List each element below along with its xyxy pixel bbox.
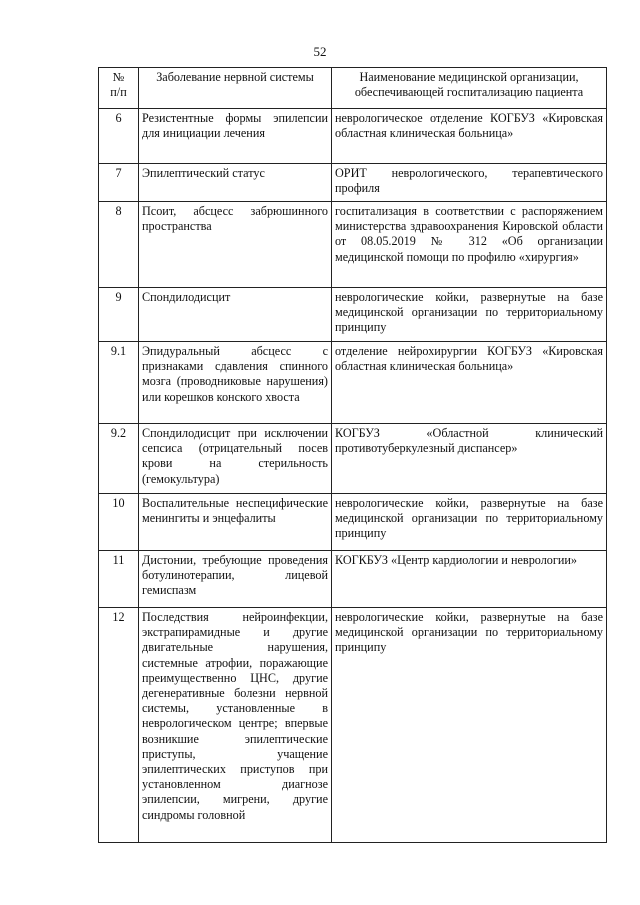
table-row	[99, 424, 607, 494]
row-number: 10	[99, 494, 139, 551]
row-number: 9.1	[99, 342, 139, 424]
row-disease: Псоит, абсцесс забрюшинного пространства	[139, 202, 332, 288]
header-organization-line: Наименование медицинской организации,	[359, 70, 579, 84]
row-organization: отделение нейрохирургии КОГБУЗ «Кировская областная клиническая больница»	[332, 342, 607, 424]
row-disease: Спондилодисцит при исключении сепсиса (отрицательный посев крови на стерильность (гемокультура)	[139, 424, 332, 494]
row-number: 9.2	[99, 424, 139, 494]
table-row	[99, 494, 607, 551]
row-disease: Воспалительные неспецифические менингиты и энцефалиты	[139, 494, 332, 551]
header-num-line: п/п	[110, 85, 127, 100]
table-row	[99, 551, 607, 608]
row-number: 6	[99, 109, 139, 164]
row-disease: Эпилептический статус	[139, 164, 332, 202]
row-disease: Дистонии, требующие проведения ботулинотерапии, лицевой гемиспазм	[139, 551, 332, 608]
row-number: 9	[99, 288, 139, 342]
row-disease: Резистентные формы эпилепсии для инициации лечения	[139, 109, 332, 164]
row-organization: КОГКБУЗ «Центр кардиологии и неврологии»	[332, 551, 607, 608]
row-organization: неврологические койки, развернутые на базе медицинской организации по территориальному принципу	[332, 288, 607, 342]
row-number: 12	[99, 608, 139, 843]
table-row	[99, 288, 607, 342]
table-row	[99, 164, 607, 202]
row-number: 7	[99, 164, 139, 202]
header-disease: Заболевание нервной системы	[139, 68, 332, 109]
row-organization: ОРИТ неврологического, терапевтического профиля	[332, 164, 607, 202]
row-organization: КОГБУЗ «Областной клинический противотуберкулезный диспансер»	[332, 424, 607, 494]
row-organization: неврологические койки, развернутые на базе медицинской организации по территориальному принципу	[332, 494, 607, 551]
row-disease: Спондилодисцит	[139, 288, 332, 342]
table-header-row	[99, 68, 607, 109]
header-organization-line: обеспечивающей госпитализацию пациента	[354, 85, 584, 100]
row-disease: Последствия нейроинфекции, экстрапирамидные и другие двигательные нарушения, системные атрофии, поражающие преимущественно ЦНС, другие дегенеративные болезни нервной системы, установленные в неврологическом центре; впервые возникшие эпилептические приступы, учащение эпилептических приступов при установленном диагнозе эпилепсии, мигрени, другие синдромы головной	[139, 608, 332, 843]
header-organization	[332, 68, 607, 109]
row-organization: неврологические койки, развернутые на базе медицинской организации по территориальному принципу	[332, 608, 607, 843]
table-row	[99, 608, 607, 843]
header-num	[99, 68, 139, 109]
table-row	[99, 109, 607, 164]
table-row	[99, 202, 607, 288]
row-organization: неврологическое отделение КОГБУЗ «Кировская областная клиническая больница»	[332, 109, 607, 164]
row-number: 11	[99, 551, 139, 608]
row-number: 8	[99, 202, 139, 288]
page-number: 52	[313, 44, 327, 59]
row-organization: госпитализация в соответствии с распоряжением министерства здравоохранения Кировской области от 08.05.2019 № 312 «Об организации медицинской помощи по профилю «хирургия»	[332, 202, 607, 288]
row-disease: Эпидуральный абсцесс с признаками сдавления спинного мозга (проводниковые нарушения) или корешков конского хвоста	[139, 342, 332, 424]
header-num-line: №	[112, 70, 125, 84]
hospitalization-table	[98, 67, 607, 843]
table-row	[99, 342, 607, 424]
